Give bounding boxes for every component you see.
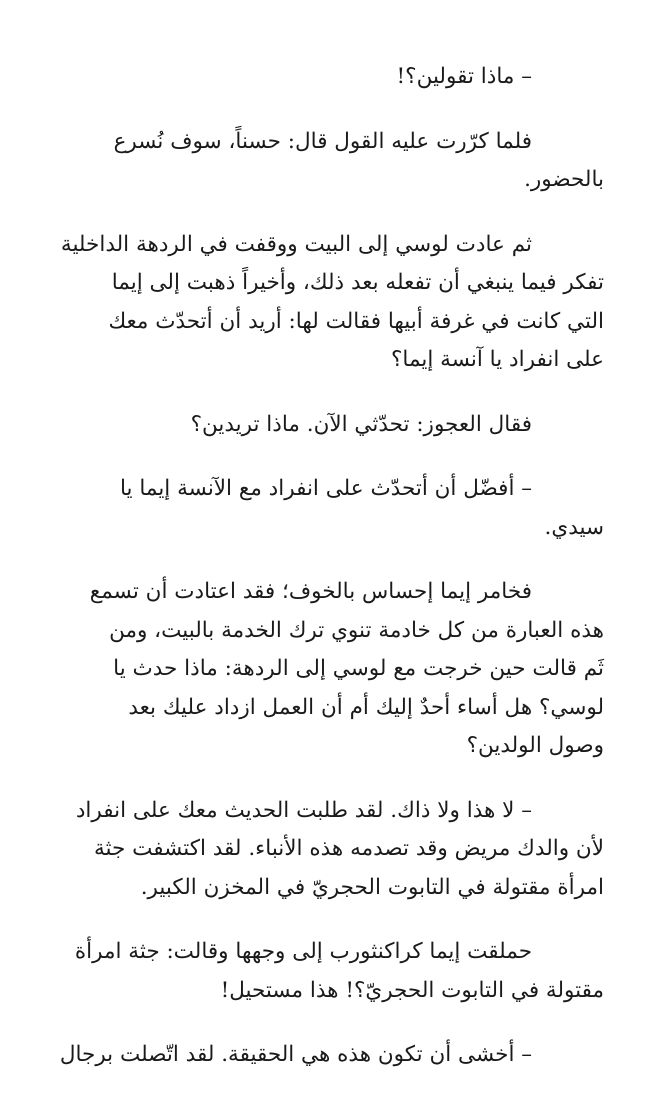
text-line: – ماذا تقولين؟! <box>396 64 532 89</box>
text-line: فقال العجوز: تحدّثي الآن. ماذا تريدين؟ <box>190 411 532 437</box>
text-line: – أخشى أن تكون هذه هي الحقيقة. لقد اتّصلت برجال <box>59 1042 532 1067</box>
body-paragraph <box>34 123 604 200</box>
text-line: لأن والدك مريض وقد تصدمه هذه الأنباء. لقد اكتشفت جثة <box>93 836 604 861</box>
text-line: – لا هذا ولا ذاك. لقد طلبت الحديث معك على انفراد <box>75 797 532 823</box>
dialogue-paragraph <box>34 1036 604 1075</box>
dialogue-paragraph <box>34 58 604 97</box>
dialogue-paragraph <box>34 470 604 547</box>
body-paragraph <box>34 406 604 445</box>
dialogue-paragraph <box>34 792 604 908</box>
text-line: وصول الولدين؟ <box>466 733 604 758</box>
text-line: سيدي. <box>544 514 604 540</box>
text-line: حملقت إيما كراكنثورب إلى وجهها وقالت: جثة امرأة <box>74 939 532 964</box>
text-line: – أفضّل أن أتحدّث على انفراد مع الآنسة إيما يا <box>119 476 532 501</box>
text-line: لوسي؟ هل أساء أحدٌ إليك أم أن العمل ازداد عليك بعد <box>128 694 604 720</box>
text-line: التي كانت في غرفة أبيها فقالت لها: أريد أن أتحدّث معك <box>108 308 604 334</box>
text-line: فخامر إيما إحساس بالخوف؛ فقد اعتادت أن تسمع <box>89 579 532 604</box>
text-line: امرأة مقتولة في التابوت الحجريّ في المخزن الكبير. <box>140 874 604 900</box>
text-line: هذه العبارة من كل خادمة تنوي ترك الخدمة بالبيت، ومن <box>109 617 604 643</box>
text-line: مقتولة في التابوت الحجريّ؟! هذا مستحيل! <box>220 977 604 1003</box>
body-paragraph <box>34 226 604 380</box>
text-line: تفكر فيما ينبغي أن تفعله بعد ذلك، وأخيراً ذهبت إلى إيما <box>111 270 604 295</box>
text-line: ثم عادت لوسي إلى البيت ووقفت في الردهة الداخلية <box>60 231 532 257</box>
book-page <box>34 58 604 1101</box>
body-paragraph <box>34 933 604 1010</box>
text-line: ثَم قالت حين خرجت مع لوسي إلى الردهة: ماذا حدث يا <box>113 656 604 681</box>
text-line: على انفراد يا آنسة إيما؟ <box>391 347 604 372</box>
text-line: بالحضور. <box>524 167 604 192</box>
body-paragraph <box>34 573 604 766</box>
text-line: فلما كرّرت عليه القول قال: حسناً، سوف نُسرع <box>113 128 532 154</box>
